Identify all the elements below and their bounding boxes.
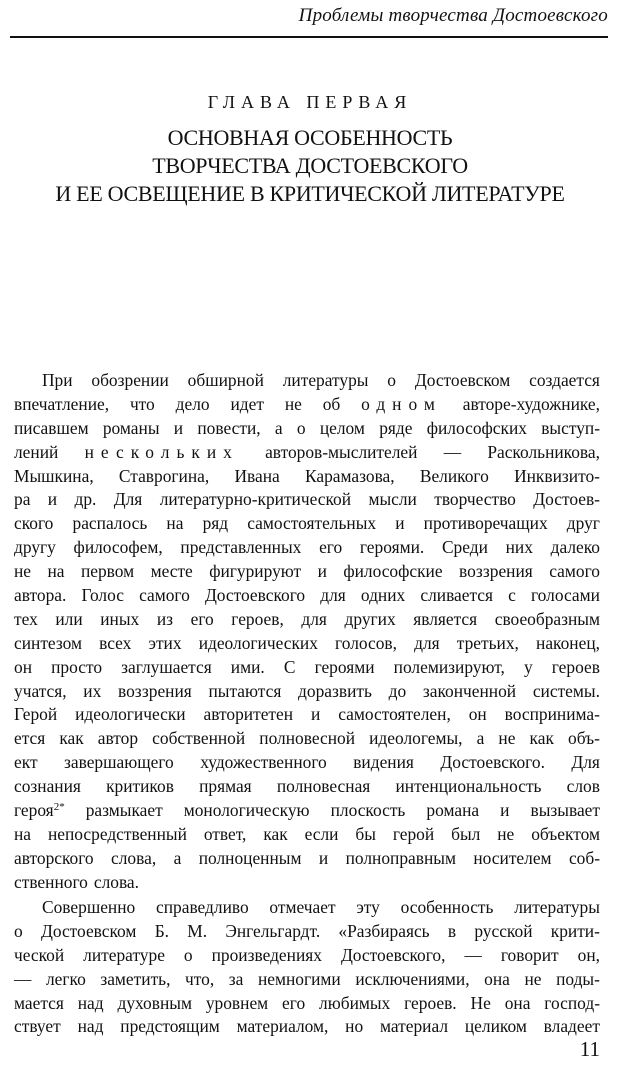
chapter-title <box>10 124 610 208</box>
word: полновесная <box>276 776 371 797</box>
word: на <box>166 513 184 534</box>
word: слова. <box>93 871 140 892</box>
word: и <box>47 489 58 510</box>
word: целом <box>319 417 365 438</box>
word: он <box>468 704 487 725</box>
word: романы <box>102 417 160 438</box>
chapter-title-line: И ЕЕ ОСВЕЩЕНИЕ В КРИТИЧЕСКОЙ ЛИТЕРАТУРЕ <box>55 181 565 206</box>
word: не <box>284 393 302 414</box>
word: не <box>498 728 516 749</box>
running-head-rule <box>10 36 608 38</box>
word: ется <box>14 728 46 749</box>
word: на <box>14 823 32 844</box>
word: сливается <box>420 585 494 606</box>
word: философские <box>343 561 443 582</box>
word: и <box>500 800 510 821</box>
word: лений <box>14 441 59 462</box>
word: героя$^{2*}$ <box>14 800 65 821</box>
word: художественного <box>200 752 327 773</box>
word: справедливо <box>156 897 249 917</box>
word: господ- <box>544 992 600 1013</box>
word: заглушается <box>121 656 212 677</box>
word: Достоев- <box>533 489 600 510</box>
word: — <box>443 441 462 462</box>
text-line <box>14 393 600 417</box>
word: нескольких <box>84 441 239 462</box>
word: является <box>413 608 478 629</box>
word: об <box>322 393 341 414</box>
word: тех <box>14 608 38 629</box>
text-line <box>14 656 600 680</box>
word: слов <box>566 776 600 797</box>
word: воззрения <box>459 561 533 582</box>
chapter-title-line: ТВОРЧЕСТВА ДОСТОЕВСКОГО <box>152 153 468 178</box>
word: вызывает <box>530 800 600 821</box>
word: М. <box>187 920 208 941</box>
word: героев. <box>404 992 457 1013</box>
word: легко <box>45 968 86 989</box>
word: у <box>523 656 533 677</box>
word: а <box>274 417 283 438</box>
text-line <box>14 417 600 441</box>
word: противоречащих <box>423 513 548 534</box>
text-line <box>14 896 600 920</box>
word: о <box>387 370 396 390</box>
word: этих <box>148 632 182 653</box>
word: Голос <box>81 585 124 606</box>
word: Достоевском <box>40 920 137 941</box>
word: и <box>173 417 184 438</box>
word: законченной <box>422 680 517 701</box>
text-line <box>14 703 600 727</box>
word: его <box>282 992 306 1013</box>
text-line <box>14 608 600 632</box>
word: литературы <box>514 897 600 917</box>
word: как <box>263 823 288 844</box>
word: философских <box>426 417 527 438</box>
word: Б. <box>154 920 170 941</box>
word: повести, <box>197 417 261 438</box>
word: самого <box>139 585 190 606</box>
text-line <box>14 536 600 560</box>
word: своеобразным <box>494 608 600 629</box>
word: прямая <box>199 776 252 797</box>
word: авторов-мыслителей <box>265 441 418 462</box>
text-line <box>14 584 600 608</box>
word: Ивана <box>234 465 280 486</box>
word: Для <box>113 489 143 510</box>
word: если <box>304 823 339 844</box>
word: самостоятелен, <box>338 704 451 725</box>
word: системы. <box>532 680 600 701</box>
word: Ставрогина, <box>118 465 210 486</box>
word: творчество <box>434 489 516 510</box>
word: их <box>83 680 102 701</box>
word: полновесной <box>259 728 356 749</box>
word: а <box>476 728 485 749</box>
word: о <box>296 417 306 438</box>
word: друг <box>566 513 600 534</box>
word: обширной <box>187 370 264 390</box>
word: всех <box>99 632 132 653</box>
word: одних <box>360 585 406 606</box>
text-line <box>14 944 600 968</box>
word: Инквизито- <box>514 465 600 486</box>
word: ствует <box>14 1016 61 1037</box>
word: другу <box>14 537 56 558</box>
word: — <box>14 968 32 989</box>
text-line <box>14 968 600 992</box>
page-number: 11 <box>579 1037 600 1061</box>
word: интенциональность <box>395 776 542 797</box>
word: над <box>77 1016 104 1037</box>
text-line <box>14 847 600 871</box>
word: Среди <box>441 537 488 558</box>
word: в <box>447 920 457 941</box>
word: носителем <box>473 847 552 868</box>
word: Достоевского <box>204 585 306 606</box>
word: ственного <box>14 871 88 892</box>
word: идеологемы, <box>369 728 463 749</box>
word: воспринима- <box>504 704 600 725</box>
running-head: Проблемы творчества Достоевского <box>298 5 608 26</box>
word: и <box>317 561 327 582</box>
word: третьих, <box>456 632 519 653</box>
word: говорит <box>500 944 559 965</box>
word: далеко <box>550 537 600 558</box>
text-line <box>14 632 600 656</box>
word: — <box>464 944 482 965</box>
word: выступ- <box>541 417 600 438</box>
word: из <box>156 608 174 629</box>
word: Великого <box>419 465 489 486</box>
word: немногими <box>257 968 341 989</box>
text-line <box>14 823 600 847</box>
word: Мышкина, <box>14 465 94 486</box>
word: ими. <box>230 656 265 677</box>
word: о <box>14 920 23 941</box>
word: автор <box>97 728 139 749</box>
word: о <box>183 944 193 965</box>
word: воззрения <box>118 680 192 701</box>
word: При <box>42 370 73 390</box>
word: заметить, <box>100 968 171 989</box>
word: непосредственный <box>47 823 187 844</box>
word: она <box>484 968 510 989</box>
word: литературы <box>282 370 369 390</box>
text-line <box>14 1015 600 1039</box>
word: ряде <box>379 417 413 438</box>
word: владеет <box>543 1016 600 1037</box>
word: полноправным <box>345 847 456 868</box>
word: его <box>190 608 214 629</box>
word: видения <box>353 752 414 773</box>
word: целиком <box>464 1016 527 1037</box>
text-line <box>14 560 600 584</box>
word: произведениях <box>211 944 322 965</box>
word: Не <box>470 992 491 1013</box>
word: или <box>55 608 83 629</box>
word: иных <box>100 608 140 629</box>
word: не <box>524 968 542 989</box>
word: а <box>173 847 182 868</box>
word: до <box>388 680 407 701</box>
word: герой <box>392 823 435 844</box>
word: полемизируют, <box>393 656 505 677</box>
word: завершающего <box>64 752 174 773</box>
word: ческой <box>14 944 65 965</box>
word: героев <box>551 656 600 677</box>
word: соб- <box>568 847 600 868</box>
chapter-title-line: ОСНОВНАЯ ОСОБЕННОСТЬ <box>167 125 453 150</box>
word: героев, <box>231 608 284 629</box>
word: она <box>504 992 531 1013</box>
word: философем, <box>73 537 163 558</box>
word: сознания <box>14 776 81 797</box>
word: ского <box>14 513 54 534</box>
word: литературе <box>83 944 165 965</box>
word: на <box>47 561 65 582</box>
word: героями. <box>359 537 425 558</box>
text-line <box>14 751 600 775</box>
word: уровнем <box>205 992 269 1013</box>
word: что <box>129 393 155 414</box>
word: и <box>395 513 405 534</box>
text-line <box>14 727 600 751</box>
word: материалом, <box>236 1016 329 1037</box>
word: распалось <box>72 513 148 534</box>
word: материал <box>380 1016 449 1037</box>
word: героями <box>314 656 375 677</box>
word: что, <box>185 968 215 989</box>
word: поды- <box>556 968 600 989</box>
word: как <box>59 728 84 749</box>
word: месте <box>150 561 193 582</box>
text-line <box>14 512 600 536</box>
word: монологическую <box>183 800 310 821</box>
word: и <box>310 704 321 725</box>
text-line <box>14 465 600 489</box>
word: бы <box>355 823 376 844</box>
word: авторского <box>14 847 94 868</box>
word: пытаются <box>208 680 282 701</box>
word: духовным <box>117 992 192 1013</box>
word: самостоятельных <box>247 513 377 534</box>
text-line <box>14 441 600 465</box>
word: дело <box>175 393 210 414</box>
text-line <box>14 680 600 704</box>
word: ответ, <box>203 823 247 844</box>
word: предстоящим <box>120 1016 220 1037</box>
word: плоскость <box>330 800 406 821</box>
word: за <box>228 968 244 989</box>
word: с <box>508 585 516 606</box>
word: фигурируют <box>209 561 302 582</box>
word: как <box>529 728 554 749</box>
word: не <box>497 823 515 844</box>
word: просто <box>51 656 103 677</box>
word: мысли <box>368 489 417 510</box>
word: др. <box>74 489 97 510</box>
text-line <box>14 775 600 799</box>
word: Карамазова, <box>305 465 395 486</box>
word: объ- <box>568 728 600 749</box>
word: Раскольникова, <box>487 441 600 462</box>
word: писавшем <box>14 417 89 438</box>
word: отмечает <box>269 897 336 917</box>
word: и <box>318 847 329 868</box>
word: он, <box>577 944 600 965</box>
word: над <box>77 992 104 1013</box>
text-line <box>14 369 600 393</box>
word: ра <box>14 489 31 510</box>
word: Достоевского. <box>440 752 545 773</box>
footnote-marker: 2* <box>53 801 65 814</box>
paragraph <box>14 369 600 895</box>
word: других <box>344 608 396 629</box>
word: идеологических <box>198 632 318 653</box>
word: но <box>345 1016 364 1037</box>
word: ряд <box>202 513 229 534</box>
word: первом <box>80 561 135 582</box>
word: исключениями, <box>355 968 470 989</box>
text-line <box>14 920 600 944</box>
word: Достоевского, <box>340 944 446 965</box>
word: обозрении <box>91 370 169 390</box>
word: авторе-художнике, <box>462 393 600 414</box>
word: авторитетен <box>203 704 294 725</box>
text-line <box>14 488 600 512</box>
word: одном <box>361 393 442 414</box>
word: создается <box>529 370 600 390</box>
word: был <box>451 823 481 844</box>
word: критиков <box>106 776 174 797</box>
word: представленных <box>180 537 302 558</box>
text-line <box>14 799 600 823</box>
word: идеологически <box>75 704 186 725</box>
word: полноценным <box>198 847 302 868</box>
word: учатся, <box>14 680 67 701</box>
word: не <box>14 561 32 582</box>
word: синтезом <box>14 632 82 653</box>
word: романа <box>426 800 480 821</box>
text-line <box>14 992 600 1016</box>
word: он <box>14 656 33 677</box>
word: С <box>283 656 296 677</box>
paragraph <box>14 896 600 1039</box>
word: идет <box>230 393 264 414</box>
word: Энгельгардт. <box>225 920 321 941</box>
word: русской <box>474 920 533 941</box>
word: для <box>320 585 346 606</box>
word: для <box>301 608 327 629</box>
word: наконец, <box>536 632 600 653</box>
word: для <box>414 632 440 653</box>
word: слова, <box>111 847 157 868</box>
word: автора. <box>14 585 67 606</box>
word: «Разбираясь <box>338 920 430 941</box>
chapter-label: ГЛАВА ПЕРВАЯ <box>207 92 413 112</box>
word: Герой <box>14 704 58 725</box>
word: ект <box>14 752 38 773</box>
word: эту <box>356 897 380 917</box>
word: самого <box>549 561 600 582</box>
word: них <box>505 537 533 558</box>
word: крити- <box>550 920 600 941</box>
word: впечатление, <box>14 393 110 414</box>
word: голосов, <box>335 632 397 653</box>
word: литературно-критической <box>159 489 352 510</box>
word: любимых <box>319 992 391 1013</box>
word: особенность <box>400 897 494 917</box>
word: размыкает <box>85 800 163 821</box>
word: доразвить <box>298 680 372 701</box>
word: собственной <box>152 728 246 749</box>
word: его <box>319 537 343 558</box>
word: голосами <box>530 585 600 606</box>
word: Совершенно <box>42 897 136 917</box>
text-line <box>14 871 600 895</box>
word: Достоевском <box>414 370 511 390</box>
word: Для <box>571 752 600 773</box>
word: объектом <box>531 823 600 844</box>
word: мается <box>14 992 64 1013</box>
